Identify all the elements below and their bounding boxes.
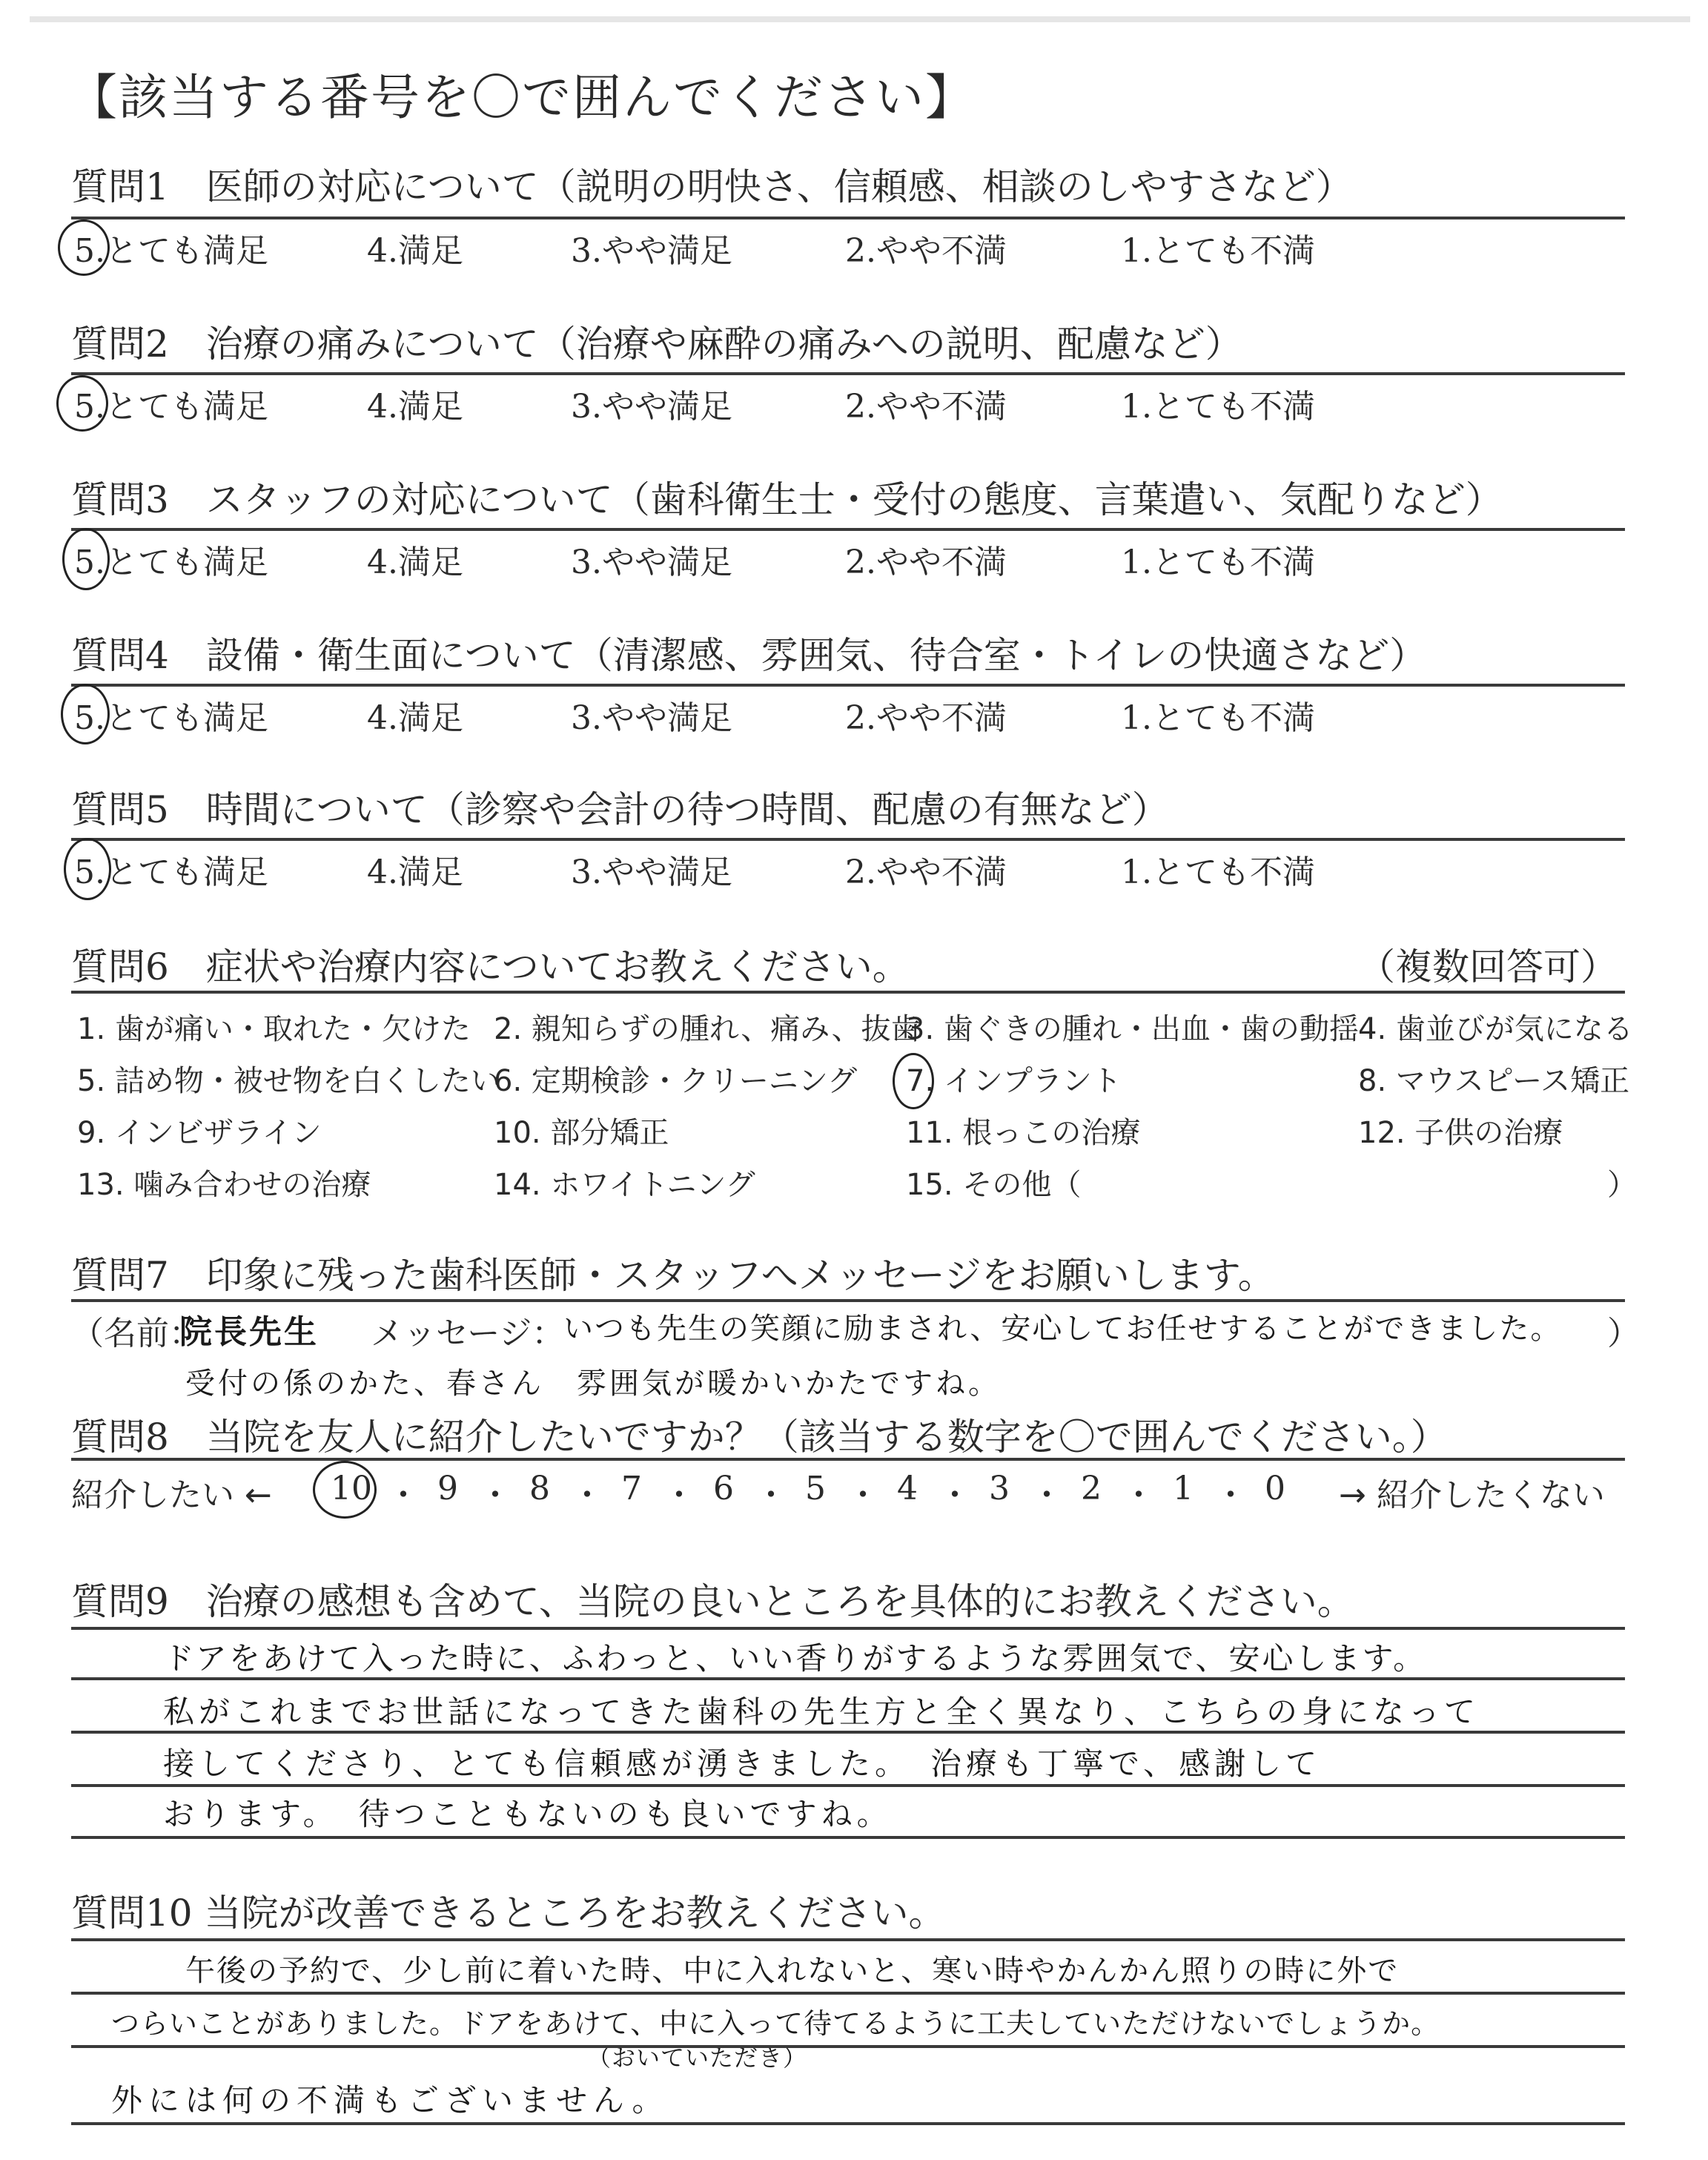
q4-option-3[interactable]: 3.やや満足 <box>571 699 732 737</box>
q4-selection-circle <box>61 684 110 744</box>
q6-option-14[interactable]: 14. ホワイトニング <box>494 1168 755 1202</box>
question-10-rule-2 <box>71 1992 1625 1995</box>
q8-sep: ・ <box>663 1476 695 1514</box>
q6-option-7[interactable]: 7. インプラント <box>906 1064 1122 1098</box>
q9-answer-line-2[interactable]: 私がこれまでお世話になってきた歯科の先生方と全く異なり、こちらの身になって <box>163 1694 1480 1730</box>
q8-scale-1[interactable]: 1 <box>1173 1470 1194 1507</box>
question-9-rule-1 <box>71 1627 1625 1630</box>
q3-option-1[interactable]: 1.とても不満 <box>1121 544 1315 581</box>
q10-answer-line-1[interactable]: 午後の予約で、少し前に着いた時、中に入れないと、寒い時やかんかん照りの時に外で <box>185 1954 1400 1988</box>
q8-sep: ・ <box>479 1476 512 1514</box>
question-10-rule-1 <box>71 1938 1625 1941</box>
q8-scale-10[interactable]: 10 <box>331 1470 372 1507</box>
q6-option-11[interactable]: 11. 根っこの治療 <box>906 1116 1141 1150</box>
q9-answer-line-4[interactable]: おります。 待つこともないのも良いですね。 <box>163 1796 893 1832</box>
q9-answer-line-1[interactable]: ドアをあけて入った時に、ふわっと、いい香りがするような雰囲気で、安心します。 <box>163 1640 1427 1677</box>
q8-scale-4[interactable]: 4 <box>897 1470 918 1507</box>
q3-selection-circle <box>62 528 110 590</box>
q2-option-2[interactable]: 2.やや不満 <box>845 388 1007 426</box>
question-7-rule <box>71 1299 1625 1302</box>
q10-answer-line-3[interactable]: 外には何の不満もございません。 <box>111 2082 669 2118</box>
q6-option-12[interactable]: 12. 子供の治療 <box>1358 1116 1563 1150</box>
q5-selection-circle <box>64 838 111 900</box>
question-4-rule <box>71 684 1625 687</box>
q1-option-4[interactable]: 4.満足 <box>367 232 463 270</box>
q8-sep: ・ <box>755 1476 787 1514</box>
q9-answer-line-3[interactable]: 接してくださり、とても信頼感が湧きました。 治療も丁寧で、感謝して <box>163 1745 1322 1782</box>
question-4-title: 質問4 設備・衛生面について（清潔感、雰囲気、待合室・トイレの快適さなど） <box>71 634 1427 677</box>
question-6-note: （複数回答可） <box>1358 945 1618 988</box>
q8-left-label: 紹介したい ← <box>71 1476 272 1514</box>
question-8-title: 質問8 当院を友人に紹介したいですか？（該当する数字を〇で囲んでください。） <box>71 1416 1448 1459</box>
q8-sep: ・ <box>939 1476 971 1514</box>
question-6-rule <box>71 991 1625 994</box>
q6-option-10[interactable]: 10. 部分矯正 <box>494 1116 669 1150</box>
question-3-rule <box>71 528 1625 531</box>
question-6-title: 質問6 症状や治療内容についてお教えください。 <box>71 945 910 988</box>
q6-option-3[interactable]: 3. 歯ぐきの腫れ・出血・歯の動揺 <box>906 1012 1359 1046</box>
question-3-title: 質問3 スタッフの対応について（歯科衛生士・受付の態度、言葉遣い、気配りなど） <box>71 478 1503 521</box>
q6-option-9[interactable]: 9. インビザライン <box>77 1116 322 1150</box>
q2-option-4[interactable]: 4.満足 <box>367 388 463 426</box>
question-9-title: 質問9 治療の感想も含めて、当院の良いところを具体的にお教えください。 <box>71 1580 1354 1623</box>
q6-option-4[interactable]: 4. 歯並びが気になる <box>1358 1012 1633 1046</box>
q6-option-2[interactable]: 2. 親知らずの腫れ、痛み、抜歯 <box>494 1012 921 1046</box>
question-9-rule-2 <box>71 1677 1625 1680</box>
question-10-title: 質問10 当院が改善できるところをお教えください。 <box>71 1892 946 1935</box>
q8-sep: ・ <box>387 1476 420 1514</box>
question-5-rule <box>71 838 1625 841</box>
q3-option-5[interactable]: 5.とても満足 <box>74 544 268 581</box>
q8-right-label: → 紹介したくない <box>1339 1476 1605 1514</box>
q6-option-8[interactable]: 8. マウスピース矯正 <box>1358 1064 1630 1098</box>
q8-scale-6[interactable]: 6 <box>713 1470 734 1507</box>
q7-name-label: （名前： <box>71 1315 202 1353</box>
q1-selection-circle <box>58 219 110 276</box>
q8-sep: ・ <box>1214 1476 1247 1514</box>
q5-option-5[interactable]: 5.とても満足 <box>74 853 268 891</box>
question-9-rule-4 <box>71 1784 1625 1787</box>
top-border <box>30 16 1690 22</box>
q5-option-1[interactable]: 1.とても不満 <box>1121 853 1315 891</box>
question-2-title: 質問2 治療の痛みについて（治療や麻酔の痛みへの説明、配慮など） <box>71 323 1242 366</box>
q8-sep: ・ <box>571 1476 603 1514</box>
question-10-rule-4 <box>71 2122 1625 2125</box>
q6-option-6[interactable]: 6. 定期検診・クリーニング <box>494 1064 858 1098</box>
question-8-rule <box>71 1458 1625 1461</box>
question-9-rule-5 <box>71 1836 1625 1839</box>
q10-insertion-note[interactable]: （おいていただき） <box>587 2044 808 2072</box>
q8-selection-circle <box>313 1461 377 1519</box>
q4-option-4[interactable]: 4.満足 <box>367 699 463 737</box>
q2-selection-circle <box>56 375 108 432</box>
q5-option-4[interactable]: 4.満足 <box>367 853 463 891</box>
q1-option-3[interactable]: 3.やや満足 <box>571 232 732 270</box>
q4-option-1[interactable]: 1.とても不満 <box>1121 699 1315 737</box>
q8-scale-3[interactable]: 3 <box>989 1470 1010 1507</box>
q4-option-2[interactable]: 2.やや不満 <box>845 699 1007 737</box>
q6-other-close-paren: ） <box>1607 1168 1637 1202</box>
q8-scale-2[interactable]: 2 <box>1081 1470 1102 1507</box>
q7-close-paren: ） <box>1607 1315 1640 1353</box>
question-9-rule-3 <box>71 1731 1625 1734</box>
q8-sep: ・ <box>1122 1476 1155 1514</box>
q7-name-value[interactable]: 院長先生 <box>179 1313 319 1351</box>
question-1-title: 質問1 医師の対応について（説明の明快さ、信頼感、相談のしやすさなど） <box>71 165 1353 208</box>
q8-scale-5[interactable]: 5 <box>805 1470 826 1507</box>
q3-option-2[interactable]: 2.やや不満 <box>845 544 1007 581</box>
q5-option-3[interactable]: 3.やや満足 <box>571 853 732 891</box>
q7-message-line-1[interactable]: いつも先生の笑顔に励まされ、安心してお任せすることができました。 <box>563 1312 1562 1346</box>
question-10-rule-3 <box>71 2045 1625 2048</box>
q3-option-3[interactable]: 3.やや満足 <box>571 544 732 581</box>
q6-option-1[interactable]: 1. 歯が痛い・取れた・欠けた <box>77 1012 471 1046</box>
q6-selection-circle <box>893 1053 934 1109</box>
q1-option-2[interactable]: 2.やや不満 <box>845 232 1007 270</box>
q4-option-5[interactable]: 5.とても満足 <box>74 699 268 737</box>
form-heading: 【該当する番号を〇で囲んでください】 <box>68 69 976 126</box>
q3-option-4[interactable]: 4.満足 <box>367 544 463 581</box>
q8-scale-0[interactable]: 0 <box>1265 1470 1285 1507</box>
q5-option-2[interactable]: 2.やや不満 <box>845 853 1007 891</box>
q6-option-5[interactable]: 5. 詰め物・被せ物を白くしたい <box>77 1064 500 1098</box>
q6-option-13[interactable]: 13. 噛み合わせの治療 <box>77 1168 371 1202</box>
q7-message-line-2[interactable]: 受付の係のかた、春さん 雰囲気が暖かいかたですね。 <box>185 1367 1001 1401</box>
q8-scale-8[interactable]: 8 <box>529 1470 550 1507</box>
q8-scale-9[interactable]: 9 <box>437 1470 458 1507</box>
question-5-title: 質問5 時間について（診察や会計の待つ時間、配慮の有無など） <box>71 788 1169 831</box>
q6-option-15[interactable]: 15. その他（ <box>906 1168 1082 1202</box>
q7-message-label: メッセージ： <box>371 1315 565 1353</box>
q1-option-1[interactable]: 1.とても不満 <box>1121 232 1315 270</box>
q2-option-3[interactable]: 3.やや満足 <box>571 388 732 426</box>
q8-sep: ・ <box>847 1476 879 1514</box>
q1-option-5[interactable]: 5.とても満足 <box>74 232 268 270</box>
question-2-rule <box>71 372 1625 375</box>
question-7-title: 質問7 印象に残った歯科医師・スタッフへメッセージをお願いします。 <box>71 1254 1275 1297</box>
q2-option-5[interactable]: 5.とても満足 <box>74 388 268 426</box>
q10-answer-line-2[interactable]: つらいことがありました。ドアをあけて、中に入って待てるように工夫していただけないでしょうか。 <box>111 2007 1440 2040</box>
q8-scale-7[interactable]: 7 <box>621 1470 642 1507</box>
q8-sep: ・ <box>1030 1476 1063 1514</box>
question-1-rule <box>71 217 1625 219</box>
q2-option-1[interactable]: 1.とても不満 <box>1121 388 1315 426</box>
